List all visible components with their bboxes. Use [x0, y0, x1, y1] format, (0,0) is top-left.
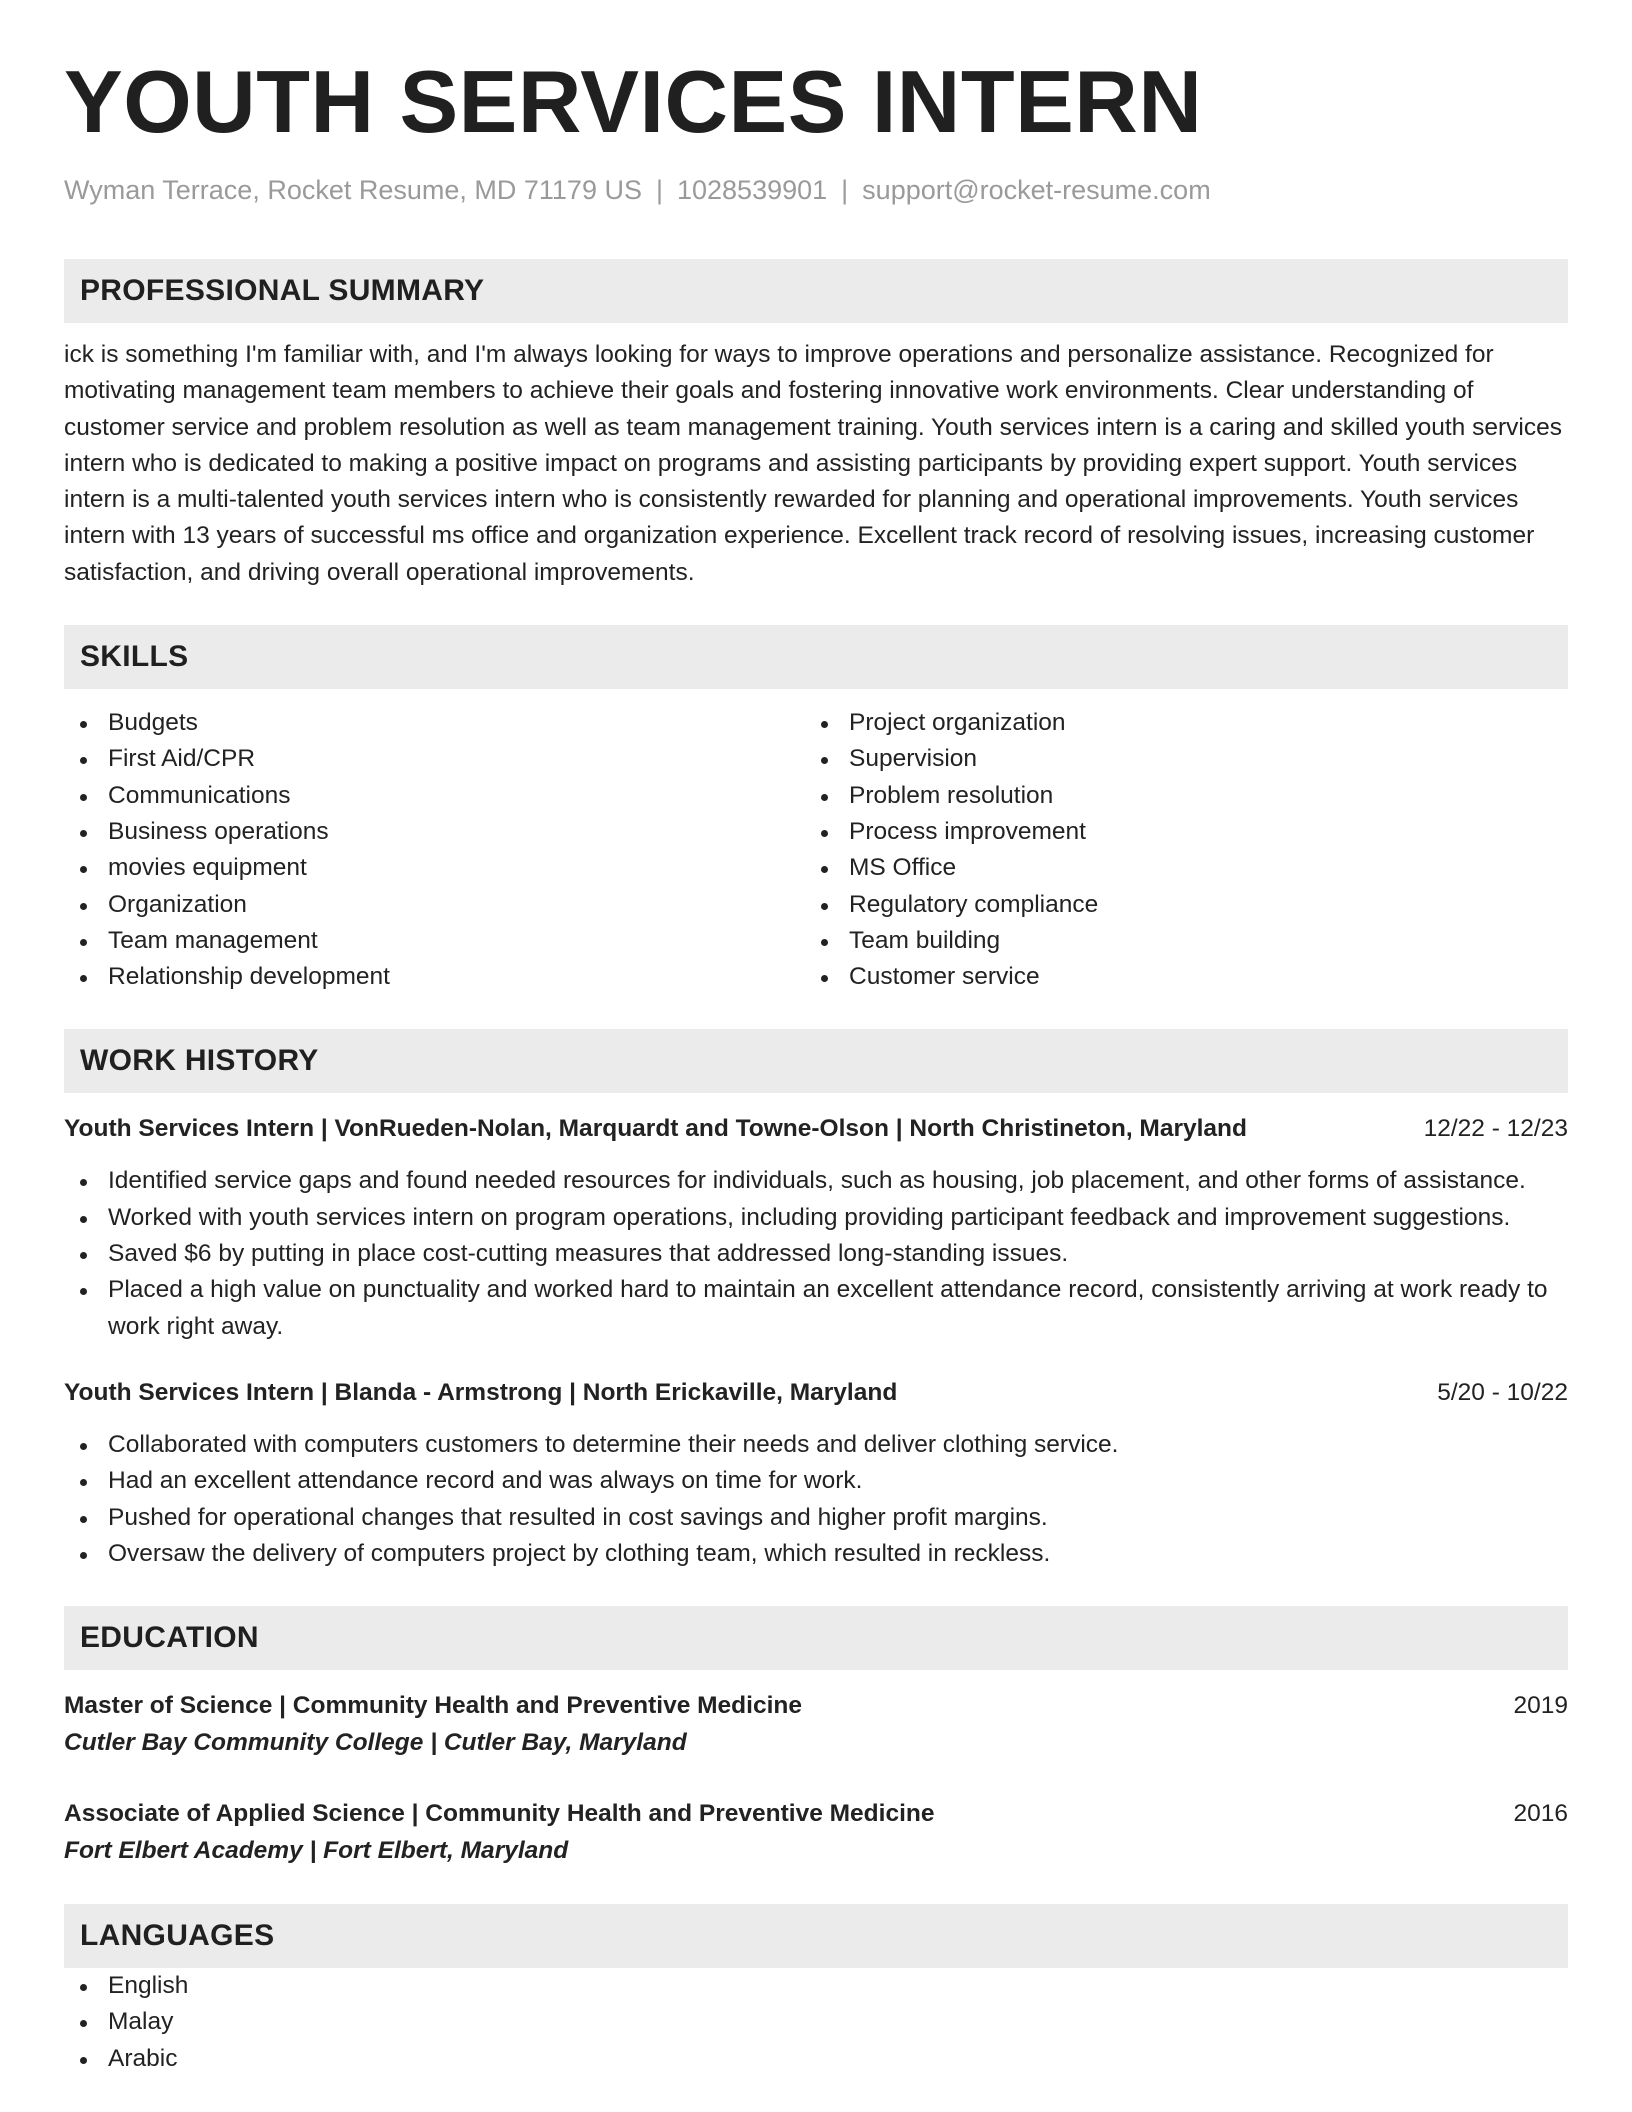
education-heading: EDUCATION	[64, 1606, 1568, 1670]
education-degree: Associate of Applied Science | Community Health and Preventive Medicine	[64, 1800, 935, 1828]
job-header	[64, 1111, 1568, 1147]
work-history-heading: WORK HISTORY	[64, 1029, 1568, 1093]
skill-item: Customer service	[805, 959, 1546, 995]
skill-item: Team management	[64, 923, 805, 959]
job-bullet: Worked with youth services intern on program operations, including providing participant feedback and improvement suggestions.	[64, 1200, 1568, 1236]
skill-item: First Aid/CPR	[64, 741, 805, 777]
education-entry	[64, 1796, 1568, 1870]
job-bullets	[64, 1163, 1568, 1344]
skills-heading: SKILLS	[64, 625, 1568, 689]
education-year: 2019	[1513, 1692, 1568, 1720]
education-header	[64, 1688, 1568, 1724]
summary-text: ick is something I'm familiar with, and I'm always looking for ways to improve operations and personalize assistance. Recognized for motivating management team members to achieve their goals and fostering innovative work environments. Clear understanding of customer service and problem resolution as well as team management training. Youth services intern is a caring and skilled youth services intern who is dedicated to making a positive impact on programs and assisting participants by providing expert support. Youth services intern is a multi-talented youth services intern who is consistently rewarded for planning and operational improvements. Youth services intern with 13 years of successful ms office and organization experience. Excellent track record of resolving issues, increasing customer satisfaction, and driving overall operational improvements.	[64, 341, 1562, 586]
job-bullet: Identified service gaps and found needed resources for individuals, such as housing, job placement, and other forms of assistance.	[64, 1163, 1568, 1199]
summary-heading: PROFESSIONAL SUMMARY	[64, 259, 1568, 323]
education-entry	[64, 1688, 1568, 1762]
language-item: English	[64, 1968, 1568, 2004]
languages-heading: LANGUAGES	[64, 1904, 1568, 1968]
education-header	[64, 1796, 1568, 1832]
job-entry	[64, 1375, 1568, 1572]
education-school: Fort Elbert Academy | Fort Elbert, Maryland	[64, 1837, 569, 1865]
job-dates: 12/22 - 12/23	[1423, 1115, 1568, 1143]
skill-item: Supervision	[805, 741, 1546, 777]
education-year: 2016	[1513, 1800, 1568, 1828]
skill-item: Process improvement	[805, 814, 1546, 850]
job-title: Youth Services Intern | VonRueden-Nolan, Marquardt and Towne-Olson | North Christineton, Maryland	[64, 1115, 1247, 1143]
language-item: Malay	[64, 2004, 1568, 2040]
skill-item: Project organization	[805, 705, 1546, 741]
job-bullet: Pushed for operational changes that resulted in cost savings and higher profit margins.	[64, 1500, 1568, 1536]
skills-column-left	[64, 705, 805, 995]
job-bullets	[64, 1427, 1568, 1572]
skills-column-right	[805, 705, 1546, 995]
contact-address: Wyman Terrace, Rocket Resume, MD 71179 US	[64, 175, 642, 205]
languages-list	[64, 1968, 1568, 2077]
skill-item: Relationship development	[64, 959, 805, 995]
skill-item: Organization	[64, 887, 805, 923]
job-entry	[64, 1111, 1568, 1344]
contact-line	[64, 172, 1568, 208]
job-bullet: Placed a high value on punctuality and worked hard to maintain an excellent attendance record, consistently arriving at work ready to work right away.	[64, 1272, 1568, 1345]
skill-item: movies equipment	[64, 850, 805, 886]
language-item: Arabic	[64, 2041, 1568, 2077]
contact-separator: |	[841, 175, 849, 205]
education-degree: Master of Science | Community Health and Preventive Medicine	[64, 1692, 802, 1720]
resume-name: YOUTH SERVICES INTERN	[64, 52, 1203, 151]
contact-email[interactable]: support@rocket-resume.com	[862, 175, 1211, 205]
education-school: Cutler Bay Community College | Cutler Bay, Maryland	[64, 1729, 687, 1757]
skill-item: Problem resolution	[805, 778, 1546, 814]
skill-item: Business operations	[64, 814, 805, 850]
skill-item: Regulatory compliance	[805, 887, 1546, 923]
job-dates: 5/20 - 10/22	[1437, 1378, 1568, 1406]
skill-item: Budgets	[64, 705, 805, 741]
job-bullet: Saved $6 by putting in place cost-cutting measures that addressed long-standing issues.	[64, 1236, 1568, 1272]
contact-separator: |	[655, 175, 663, 205]
skills-list	[64, 705, 1568, 995]
skill-item: Communications	[64, 778, 805, 814]
skill-item: Team building	[805, 923, 1546, 959]
job-bullet: Oversaw the delivery of computers project by clothing team, which resulted in reckless.	[64, 1536, 1568, 1572]
job-bullet: Had an excellent attendance record and was always on time for work.	[64, 1463, 1568, 1499]
skill-item: MS Office	[805, 850, 1546, 886]
job-header	[64, 1375, 1568, 1411]
job-bullet: Collaborated with computers customers to determine their needs and deliver clothing service.	[64, 1427, 1568, 1463]
contact-phone: 1028539901	[676, 175, 828, 205]
job-title: Youth Services Intern | Blanda - Armstrong | North Erickaville, Maryland	[64, 1378, 898, 1406]
